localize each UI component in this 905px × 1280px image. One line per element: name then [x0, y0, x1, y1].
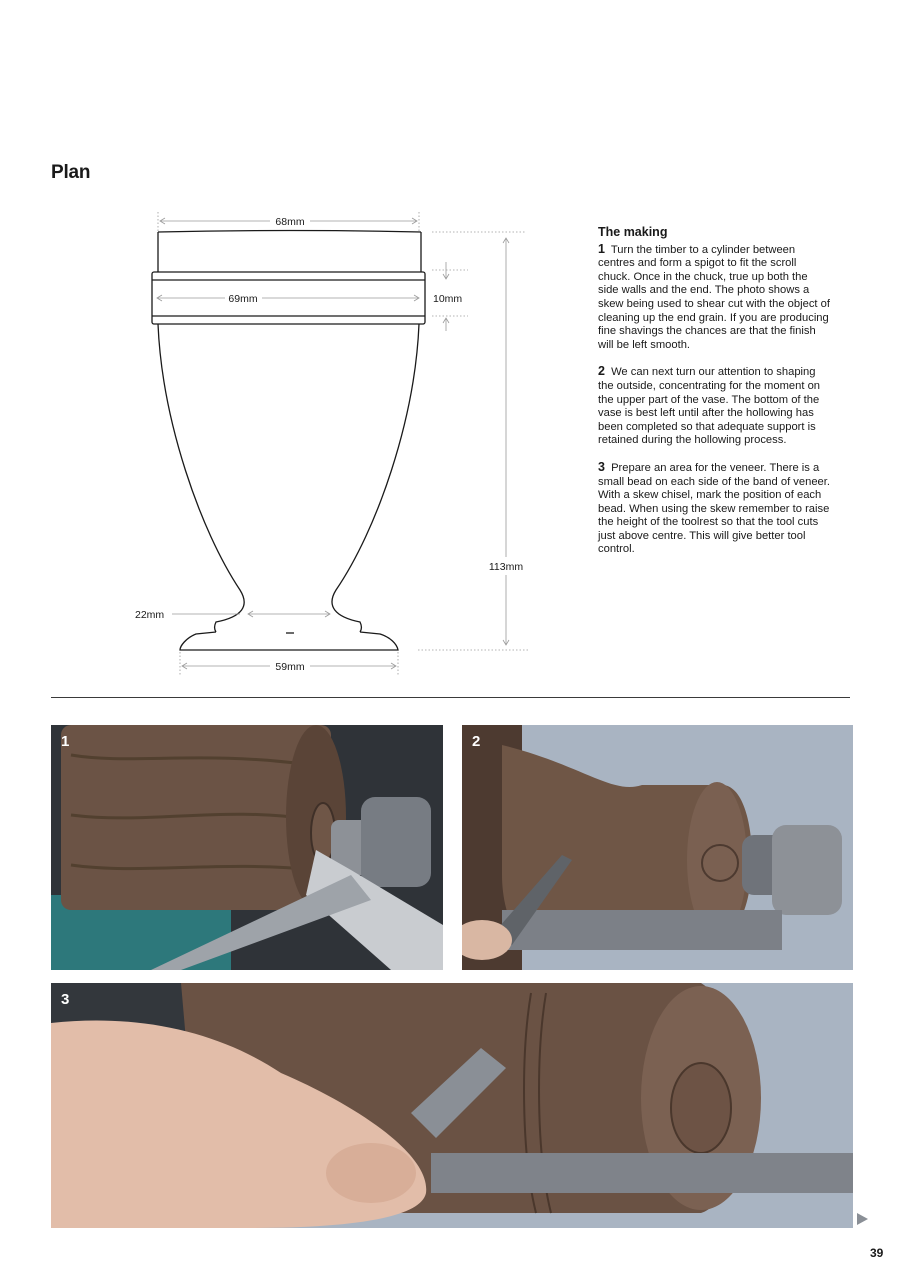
step-1-number: 1 [598, 241, 605, 256]
step-3-text: Prepare an area for the veneer. There is a small bead on each side of the band of veneer. With a skew chisel, mark the position of each bead. When using the skew remember to raise the height of the toolrest so that the tool cuts just above centre. This will give better tool control. [598, 461, 830, 556]
vase-plan-drawing [0, 200, 560, 690]
photo-1-illustration [51, 725, 443, 970]
photo-3 [51, 983, 853, 1228]
step-3 [598, 461, 830, 557]
making-heading: The making [598, 225, 668, 239]
photo-2-illustration [462, 725, 853, 970]
page-number: 39 [870, 1246, 884, 1260]
vase-body-outline [158, 231, 421, 273]
photo-2-label: 2 [472, 733, 481, 750]
making-instructions [598, 226, 830, 570]
photo-1-label: 1 [61, 733, 70, 750]
photo-2 [462, 725, 853, 970]
band-height-label: 10mm [433, 293, 463, 305]
foot-width-label: 59mm [275, 661, 305, 673]
step-1-text: Turn the timber to a cylinder between centres and form a spigot to fit the scroll chuck. Once in the chuck, true up both the side walls and the end. The photo shows a skew being used to shear cut with the object of cleaning up the end grain. If you are producing fine shavings the chances are that the finish will be left smooth. [598, 243, 830, 351]
next-page-arrow-icon[interactable] [857, 1213, 868, 1225]
step-2-number: 2 [598, 364, 605, 379]
photo-3-label: 3 [61, 991, 70, 1008]
photo-1 [51, 725, 443, 970]
step-3-number: 3 [598, 459, 605, 474]
total-height-label: 113mm [488, 561, 524, 573]
rim-width-label: 68mm [275, 216, 305, 228]
step-2 [598, 365, 830, 448]
stem-width-label: 22mm [135, 609, 165, 621]
section-title: Plan [51, 162, 91, 183]
section-divider [51, 697, 850, 698]
vase-foot-outline [180, 632, 398, 650]
step-2-text: We can next turn our attention to shaping the outside, concentrating for the moment on the upper part of the vase. The bottom of the vase is best left until after the hollowing has been completed so that adequate support is retained during the hollowing process. [598, 366, 821, 447]
band-width-label: 69mm [228, 293, 258, 305]
step-1 [598, 243, 830, 353]
photo-3-illustration [51, 983, 853, 1228]
